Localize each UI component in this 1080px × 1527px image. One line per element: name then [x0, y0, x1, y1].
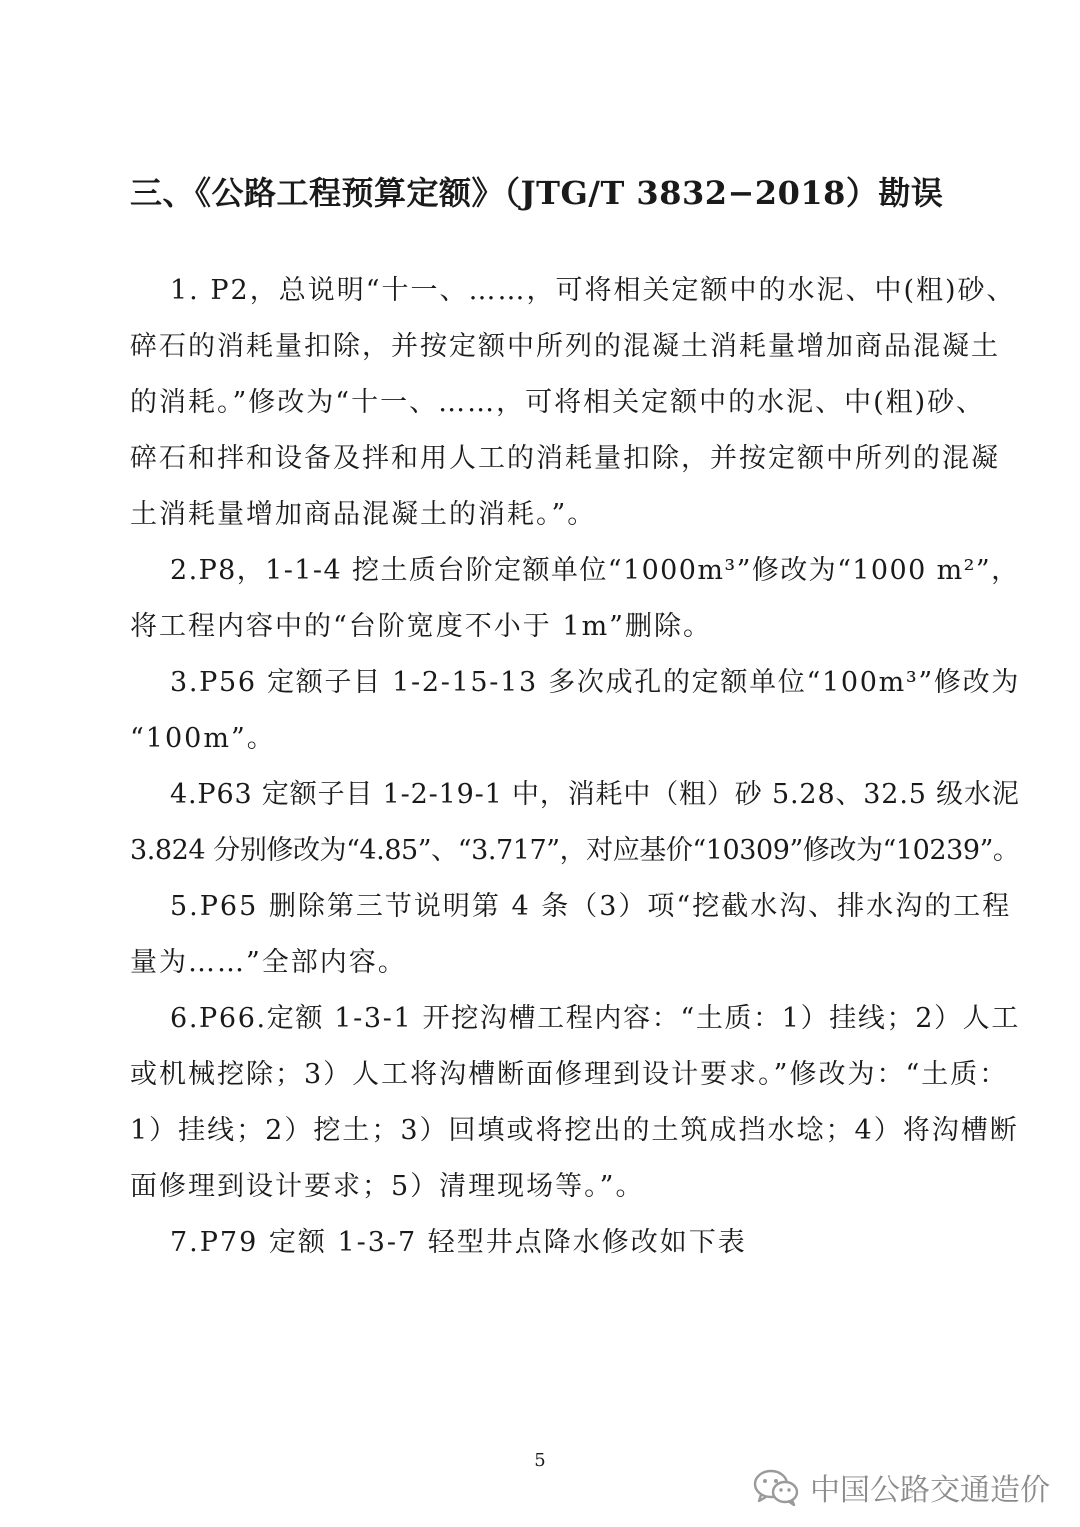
item-1-line-4: 碎石和拌和设备及拌和用人工的消耗量扣除，并按定额中所列的混凝	[130, 443, 1000, 474]
watermark-text: 中国公路交通造价	[810, 1473, 1050, 1508]
watermark	[752, 1465, 1050, 1509]
item-5-line-1: 5.P65 删除第三节说明第 4 条（3）项“挖截水沟、排水沟的工程	[170, 891, 1012, 922]
item-6-line-1: 6.P66.定额 1-3-1 开挖沟槽工程内容：“土质：1）挂线；2）人工	[170, 1003, 1020, 1034]
item-6-line-2: 或机械挖除；3）人工将沟槽断面修理到设计要求。”修改为：“土质：	[130, 1059, 1009, 1090]
item-1-line-3: 的消耗。”修改为“十一、……，可将相关定额中的水泥、中(粗)砂、	[130, 387, 986, 418]
wechat-icon	[752, 1468, 800, 1506]
item-1-line-5: 土消耗量增加商品混凝土的消耗。”。	[130, 499, 597, 530]
item-4-line-1: 4.P63 定额子目 1-2-19-1 中，消耗中（粗）砂 5.28、32.5 级水泥	[170, 779, 1020, 810]
item-6-line-3: 1）挂线；2）挖土；3）回填或将挖出的土筑成挡水埝；4）将沟槽断	[130, 1115, 1019, 1146]
item-3-line-1: 3.P56 定额子目 1-2-15-13 多次成孔的定额单位“100m³”修改为	[170, 667, 1021, 698]
item-7-line-1: 7.P79 定额 1-3-7 轻型井点降水修改如下表	[170, 1227, 747, 1258]
item-6-line-4: 面修理到设计要求；5）清理现场等。”。	[130, 1171, 645, 1202]
item-2-line-1: 2.P8，1-1-4 挖土质台阶定额单位“1000m³”修改为“1000 m²”，	[170, 555, 1020, 586]
item-2-line-2: 将工程内容中的“台阶宽度不小于 1m”删除。	[130, 611, 712, 642]
page-number: 5	[534, 1450, 546, 1471]
item-1-line-1: 1. P2，总说明“十一、……，可将相关定额中的水泥、中(粗)砂、	[170, 275, 1016, 306]
item-4-line-2: 3.824 分别修改为“4.85”、“3.717”，对应基价“10309”修改为“10239”。	[130, 835, 1020, 866]
item-1-line-2: 碎石的消耗量扣除，并按定额中所列的混凝土消耗量增加商品混凝土	[130, 331, 1000, 362]
section-heading: 三、《公路工程预算定额》（JTG/T 3832−2018）勘误	[130, 174, 944, 212]
item-5-line-2: 量为……”全部内容。	[130, 947, 407, 978]
item-3-line-2: “100m”。	[130, 723, 276, 754]
